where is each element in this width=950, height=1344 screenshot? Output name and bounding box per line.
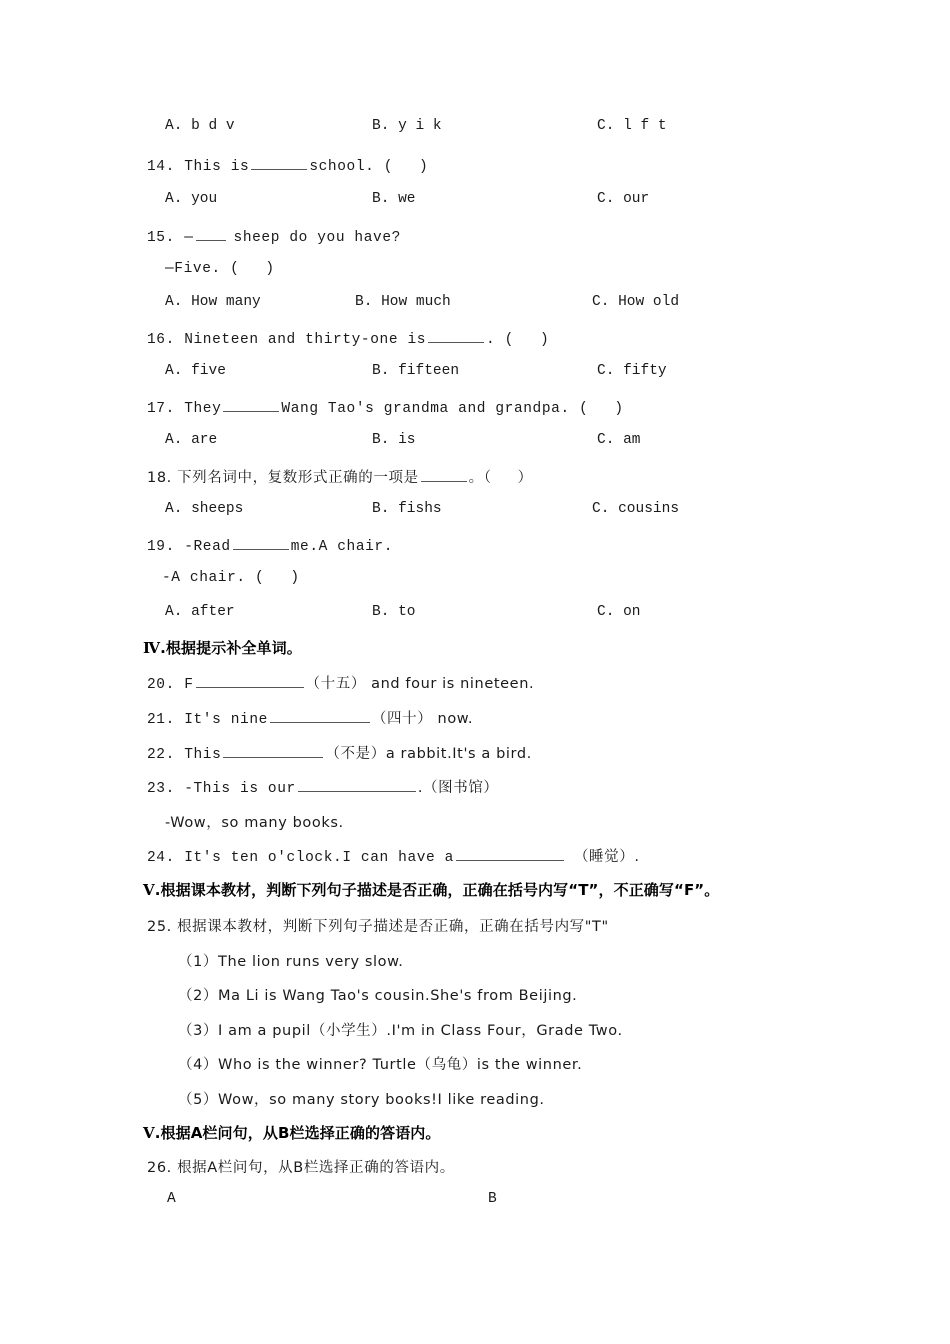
q15-blank [196, 226, 226, 241]
q25-stem [147, 915, 609, 936]
q25-subitem-2 [178, 984, 577, 1005]
q25-subitem-5-text: （5）Wow，so many story books!I like reading. [178, 1092, 545, 1108]
q14-option-b: B. we [372, 191, 416, 207]
q15-stem-line2 [165, 261, 275, 277]
q19-line2-end: ) [290, 570, 300, 586]
q19-stem-line2 [162, 570, 300, 586]
q19-option-a: A. after [165, 604, 235, 620]
q25-stem-text: 25. 根据课本教材，判断下列句子描述是否正确，正确在括号内写"T" [147, 919, 609, 935]
q25-subitem-3 [178, 1019, 623, 1040]
q23-second-line: -Wow，so many books. [165, 815, 344, 831]
q14-option-c: C. our [597, 191, 650, 207]
q16-option-a: A. five [165, 363, 226, 379]
q14-option-a: A. you [165, 191, 218, 207]
q17-stem [147, 397, 624, 417]
q20-post: （十五） and four is nineteen. [305, 676, 535, 692]
q13-option-c: C. l f t [597, 118, 667, 134]
q26-column-a-label: A [167, 1191, 176, 1207]
q18-stem-pre: 18. 下列名词中，复数形式正确的一项是 [147, 470, 419, 486]
q18-stem-post: 。（ [468, 470, 492, 486]
q25-subitem-1-text: （1）The lion runs very slow. [178, 954, 404, 970]
section-6-heading-text: .根据A栏问句，从B栏选择正确的答语内。 [154, 1124, 441, 1142]
q18-stem [147, 466, 533, 487]
q16-stem [147, 328, 549, 348]
q21-stem [147, 707, 473, 728]
q19-line1-pre: 19. -Read [147, 538, 231, 555]
q15-stem-line1 [147, 226, 401, 246]
q20-pre: 20. F [147, 677, 194, 693]
q15-option-a: A. How many [165, 294, 261, 310]
q19-line2: -A chair. ( [162, 570, 265, 586]
q14-stem-end: ) [419, 158, 429, 175]
q15-line1-post: sheep do you have? [233, 229, 401, 246]
q16-stem-post: . ( [486, 331, 514, 348]
section-5-heading [143, 879, 719, 900]
q14-blank [251, 155, 307, 170]
q26-stem-text: 26. 根据A栏问句，从B栏选择正确的答语内。 [147, 1160, 455, 1176]
q19-option-b: B. to [372, 604, 416, 620]
q23-pre: 23. -This is our [147, 781, 296, 797]
section-4-heading [143, 637, 302, 658]
q25-subitem-1 [178, 950, 403, 971]
q23-post: .（图书馆） [417, 780, 499, 796]
q17-stem-end: ) [614, 400, 624, 417]
q15-line2-end: ) [265, 261, 275, 277]
q26-stem [147, 1156, 455, 1177]
q17-option-c: C. am [597, 432, 641, 448]
q24-blank [456, 846, 564, 861]
q14-stem [147, 155, 428, 175]
q22-stem [147, 742, 532, 763]
q19-stem-line1 [147, 535, 393, 555]
q22-blank [223, 743, 323, 758]
q17-option-b: B. is [372, 432, 416, 448]
section-4-heading-text: .根据提示补全单词。 [160, 639, 302, 657]
q21-pre: 21. It's nine [147, 712, 268, 728]
q20-stem [147, 672, 534, 693]
section-5-numeral: Ⅴ [143, 883, 155, 899]
q22-post: （不是）a rabbit.It's a bird. [325, 746, 532, 762]
q16-blank [428, 328, 484, 343]
q14-stem-post: school. ( [309, 158, 394, 175]
q17-option-a: A. are [165, 432, 218, 448]
q17-stem-post: Wang Tao's grandma and grandpa. ( [281, 400, 589, 417]
q16-option-b: B. fifteen [372, 363, 460, 379]
q25-subitem-2-text: （2）Ma Li is Wang Tao's cousin.She's from Beijing. [178, 988, 578, 1004]
q18-stem-end: ） [517, 470, 533, 486]
q15-option-c: C. How old [592, 294, 680, 310]
q18-option-c: C. cousins [592, 501, 680, 517]
q16-stem-pre: 16. Nineteen and thirty-one is [147, 331, 427, 348]
q25-subitem-4-text: （4）Who is the winner? Turtle（乌龟）is the winner. [178, 1057, 583, 1073]
q23-answer-line [165, 811, 344, 832]
q21-post: （四十） now. [371, 711, 474, 727]
q16-stem-end: ) [539, 331, 550, 348]
q19-line1-post: me.A chair. [290, 538, 394, 555]
section-6-heading [143, 1122, 441, 1143]
q22-pre: 22. This [147, 747, 222, 763]
q24-stem [147, 845, 640, 866]
q15-line1-pre: 15. — [147, 229, 194, 246]
q21-blank [270, 708, 370, 723]
q13-option-a: A. b d v [165, 118, 235, 134]
q18-blank [421, 467, 467, 482]
q25-subitem-4 [178, 1053, 582, 1074]
q19-option-c: C. on [597, 604, 641, 620]
section-5-heading-text: .根据课本教材，判断下列句子描述是否正确，正确在括号内写“T”，不正确写“F”。 [154, 881, 720, 899]
q15-line2: —Five. ( [165, 261, 240, 277]
q13-option-b: B. y i k [372, 118, 442, 134]
q18-option-b: B. fishs [372, 501, 442, 517]
q14-stem-pre: 14. This is [147, 158, 250, 175]
q19-blank [233, 535, 289, 550]
q23-stem [147, 776, 499, 797]
q17-blank [223, 397, 279, 412]
q18-option-a: A. sheeps [165, 501, 244, 517]
q17-stem-pre: 17. They [147, 400, 222, 417]
q25-subitem-5 [178, 1088, 545, 1109]
q26-column-b-label: B [488, 1191, 497, 1207]
q16-option-c: C. fifty [597, 363, 667, 379]
q23-blank [298, 777, 416, 792]
q24-post: （睡觉）. [573, 849, 640, 865]
section-4-numeral: Ⅳ [143, 641, 161, 657]
q20-blank [196, 673, 304, 688]
q24-pre: 24. It's ten o'clock.I can have a [147, 850, 454, 866]
q25-subitem-3-text: （3）I am a pupil（小学生）.I'm in Class Four，Grade Two. [178, 1023, 623, 1039]
q15-option-b: B. How much [355, 294, 451, 310]
section-6-numeral: Ⅴ [143, 1126, 155, 1142]
